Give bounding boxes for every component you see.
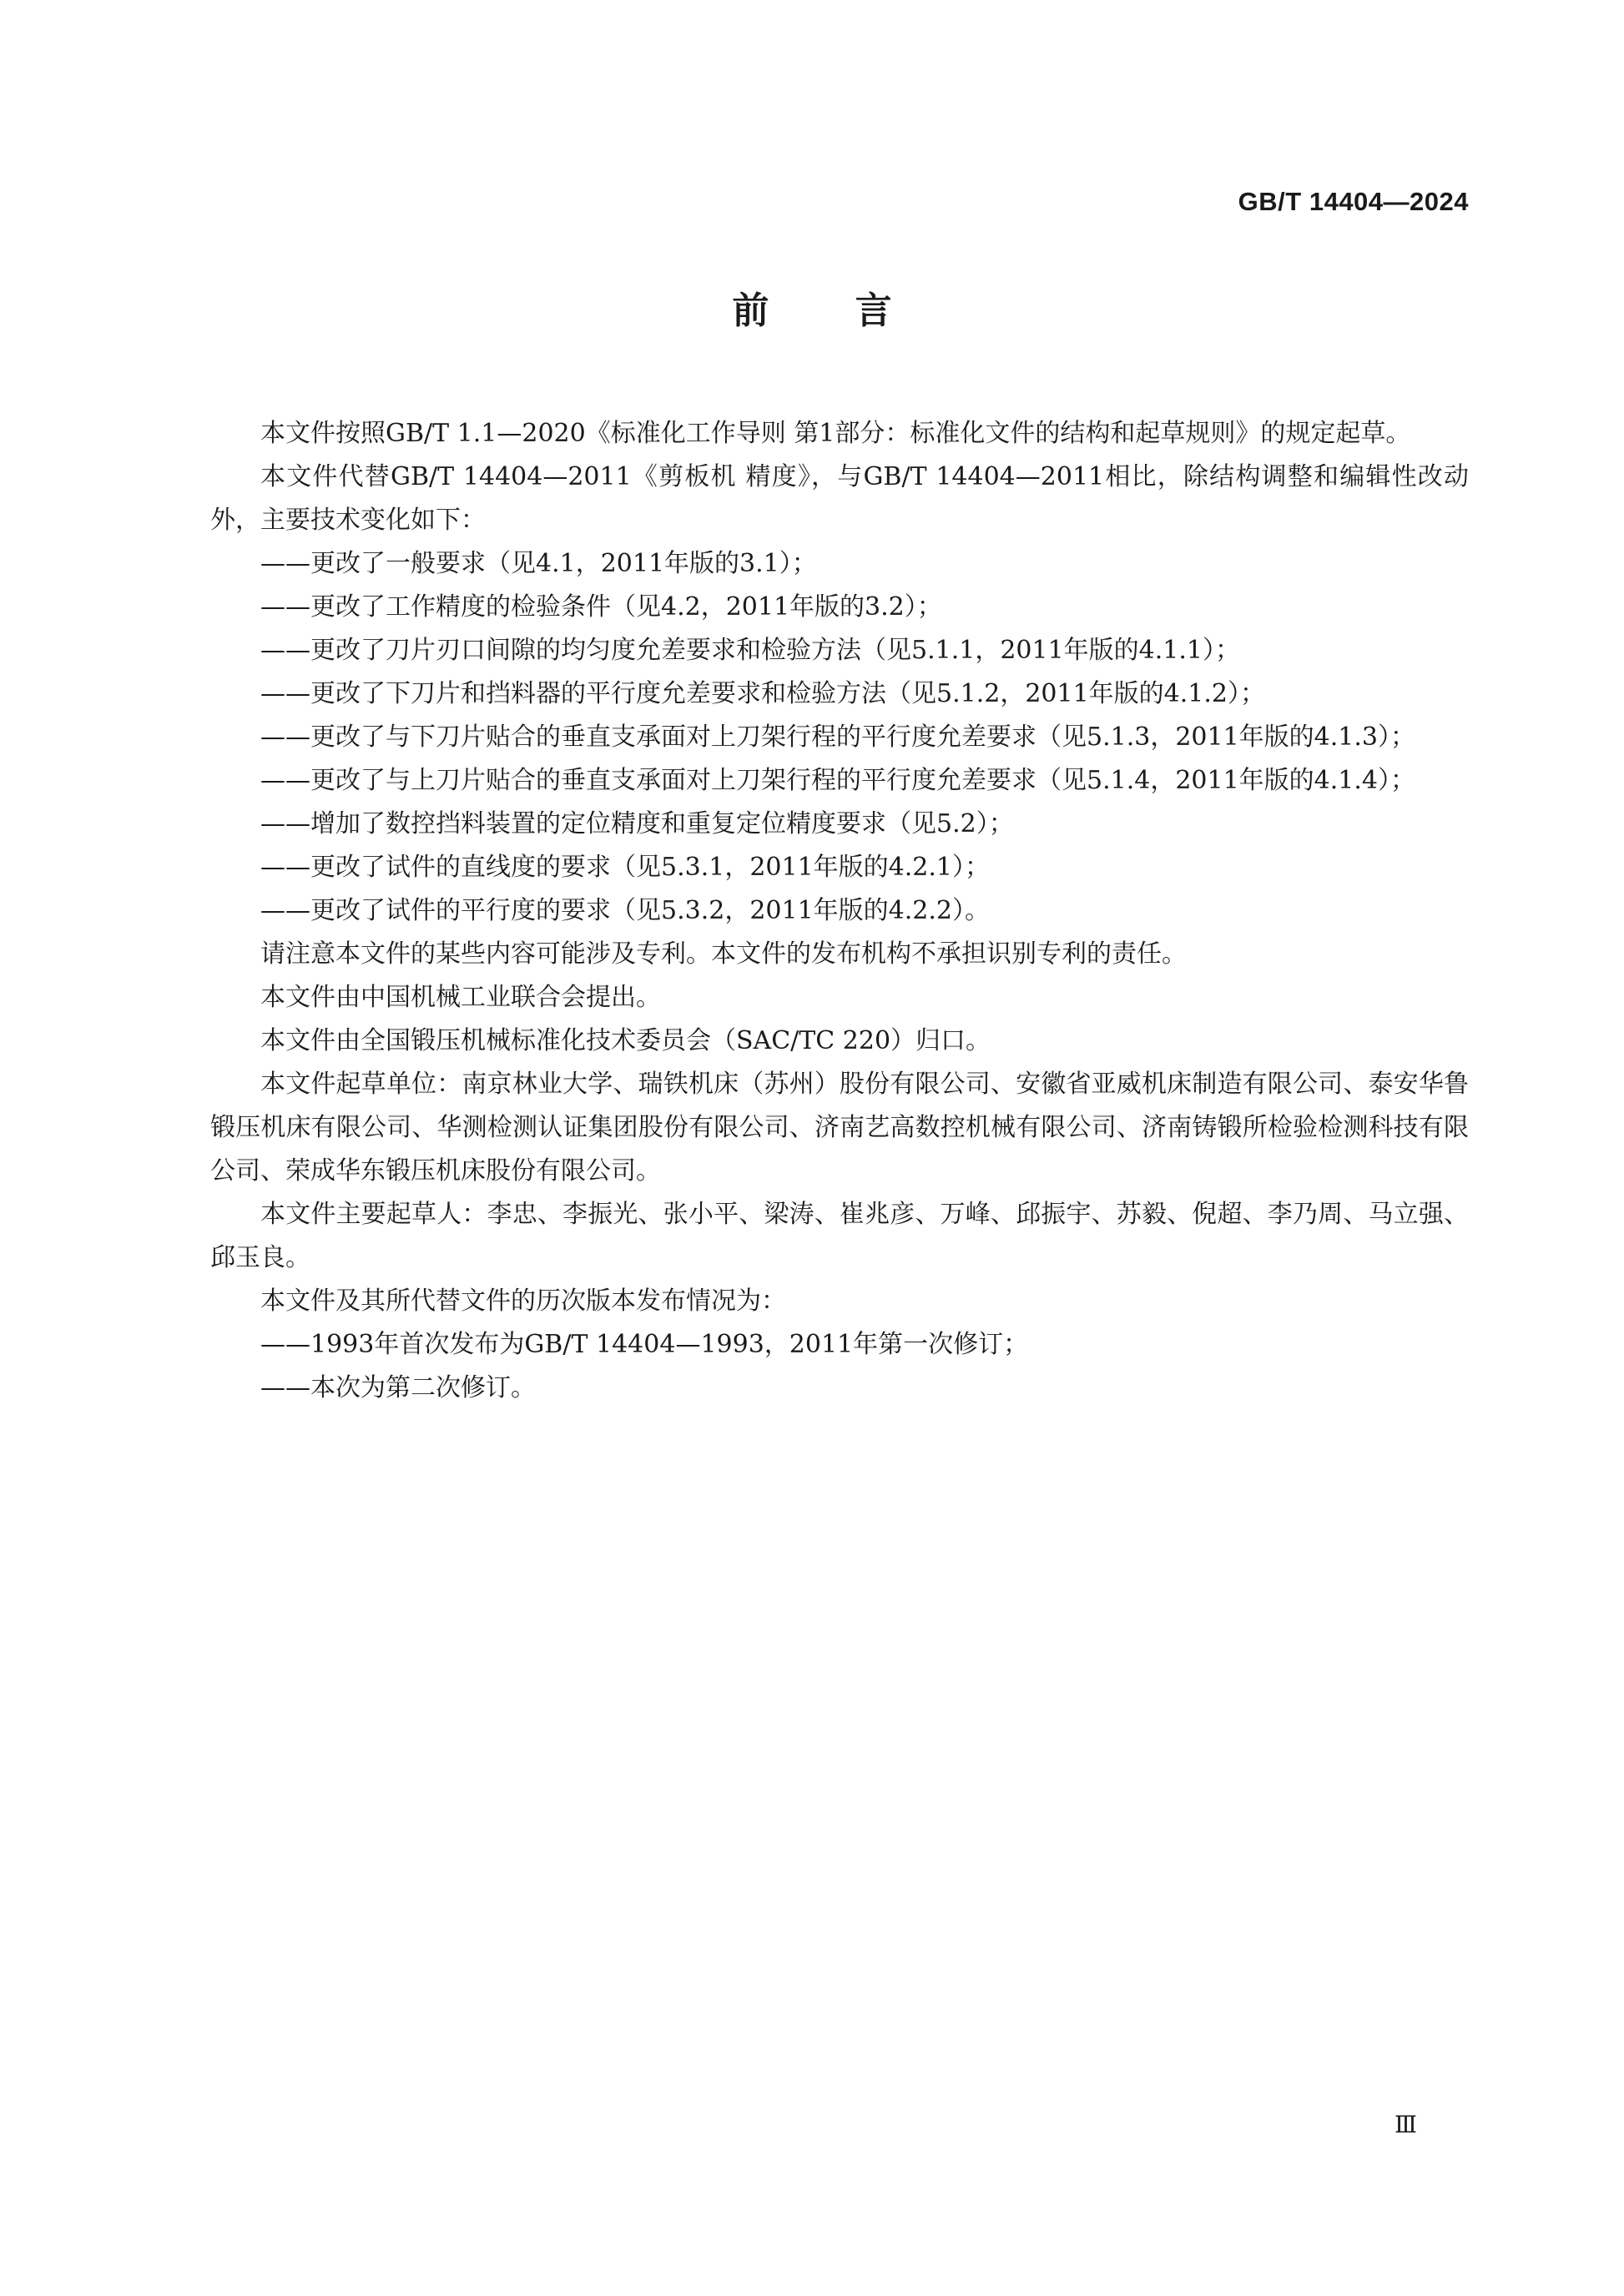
change-item: ——更改了工作精度的检验条件（见4.2，2011年版的3.2）； [260,592,942,622]
standard-code: GB/T 14404—2024 [1238,187,1469,216]
document-body [210,412,1469,1410]
page-number: Ⅲ [1394,2111,1417,2138]
patent-notice: 请注意本文件的某些内容可能涉及专利。本文件的发布机构不承担识别专利的责任。 [260,939,1187,969]
proposer-paragraph: 本文件由中国机械工业联合会提出。 [260,983,661,1012]
change-item: ——更改了下刀片和挡料器的平行度允差要求和检验方法（见5.1.2，2011年版的4.1.2）； [260,679,1266,708]
committee-paragraph: 本文件由全国锻压机械标准化技术委员会（SAC/TC 220）归口。 [260,1026,991,1055]
history-intro: 本文件及其所代替文件的历次版本发布情况为： [260,1286,786,1316]
drafting-units-paragraph: 本文件起草单位：南京林业大学、瑞铁机床（苏州）股份有限公司、安徽省亚威机床制造有限公司、泰安华鲁锻压机床有限公司、华测检测认证集团股份有限公司、济南艺高数控机械有限公司、济南铸锻所检验检测科技有限公司、荣成华东锻压机床股份有限公司。 [210,1070,1469,1186]
change-item: ——更改了试件的平行度的要求（见5.3.2，2011年版的4.2.2）。 [260,896,991,925]
change-item: ——更改了与上刀片贴合的垂直支承面对上刀架行程的平行度允差要求（见5.1.4，2011年版的4.1.4）； [260,766,1416,795]
change-item: ——更改了试件的直线度的要求（见5.3.1，2011年版的4.2.1）； [260,853,991,882]
change-item: ——更改了与下刀片贴合的垂直支承面对上刀架行程的平行度允差要求（见5.1.3，2011年版的4.1.3）； [260,723,1416,752]
history-item: ——1993年首次发布为GB/T 14404—1993，2011年第一次修订； [260,1330,1029,1359]
page-title: 前 言 [732,290,929,332]
change-item: ——更改了刀片刃口间隙的均匀度允差要求和检验方法（见5.1.1，2011年版的4.1.1）； [260,636,1241,665]
intro-paragraph: 本文件按照GB/T 1.1—2020《标准化工作导则 第1部分：标准化文件的结构和起草规则》的规定起草。 [260,419,1411,448]
history-item: ——本次为第二次修订。 [260,1373,536,1402]
change-item: ——增加了数控挡料装置的定位精度和重复定位精度要求（见5.2）； [260,809,1014,838]
drafters-paragraph: 本文件主要起草人：李忠、李振光、张小平、梁涛、崔兆彦、万峰、邱振宇、苏毅、倪超、李乃周、马立强、邱玉良。 [210,1200,1469,1272]
replacement-paragraph: 本文件代替GB/T 14404—2011《剪板机 精度》，与GB/T 14404—2011相比，除结构调整和编辑性改动外，主要技术变化如下： [210,462,1469,535]
change-item: ——更改了一般要求（见4.1，2011年版的3.1）； [260,549,817,578]
